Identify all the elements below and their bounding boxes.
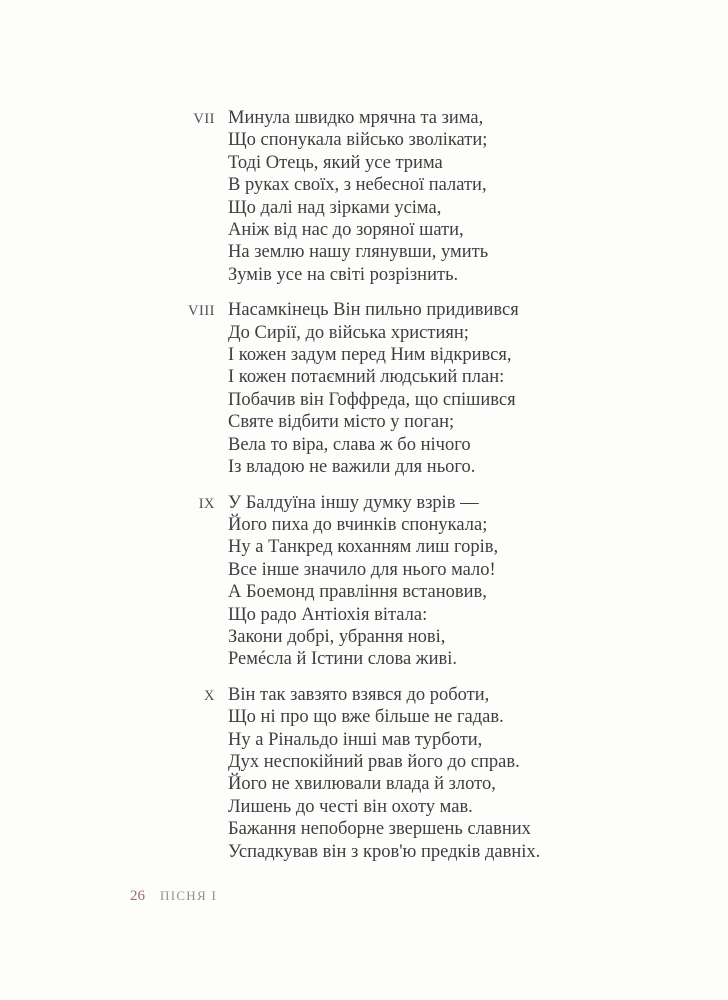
- stanza-list: [0, 107, 728, 863]
- verse-line: Святе відбити місто у поган;: [228, 412, 455, 433]
- verse-line: Що ні про що вже більше не гадав.: [228, 707, 504, 728]
- verse-line: Вела то віра, слава ж бо нічого: [228, 434, 471, 455]
- verse-line: Ну а Рінальдо інші мав турботи,: [228, 729, 483, 750]
- stanza: [0, 492, 728, 671]
- verse-line: Тоді Отець, який усе трима: [228, 152, 443, 173]
- verse-line: І кожен потаємний людський план:: [228, 367, 505, 388]
- stanza-lines: [228, 492, 498, 671]
- running-title: ПІСНЯ I: [160, 888, 218, 903]
- stanza: [0, 299, 728, 478]
- page-footer: [130, 888, 217, 905]
- stanza: [0, 684, 728, 863]
- verse-line: Ремéсла й Істини слова живі.: [228, 649, 457, 670]
- verse-line: В руках своїх, з небесної палати,: [228, 175, 487, 196]
- verse-line: І кожен задум перед Ним відкрився,: [228, 345, 512, 366]
- stanza-numeral: VII: [193, 111, 215, 127]
- verse-line: Що спонукала військо зволікати;: [228, 130, 488, 151]
- verse-line: Успадкував він з кров'ю предків давніх.: [228, 841, 541, 862]
- verse-line: Що далі над зірками усіма,: [228, 197, 442, 218]
- verse-line: Минула швидко мрячна та зима,: [228, 108, 484, 128]
- verse-line: Ну а Танкред коханням лиш горів,: [228, 537, 499, 558]
- stanza-lines: [228, 299, 519, 478]
- poem-content: [0, 107, 728, 876]
- verse-line: Закони добрі, убрання нові,: [228, 626, 446, 647]
- verse-line: Бажання непоборне звершень славних: [228, 819, 531, 840]
- page-number: 26: [130, 888, 145, 904]
- verse-line: Його не хвилювали влада й злото,: [228, 774, 496, 795]
- stanza-lines: [228, 684, 540, 863]
- verse-line: Що радо Антіохія вітала:: [228, 604, 428, 625]
- verse-line: Він так завзято взявся до роботи,: [228, 684, 490, 705]
- verse-line: Дух неспокійний рвав його до справ.: [228, 751, 520, 772]
- stanza-numeral: IX: [198, 495, 215, 512]
- verse-line: Аніж від нас до зоряної шати,: [228, 220, 464, 241]
- verse-line: Його пиха до вчинків спонукала;: [228, 514, 488, 535]
- verse-line: У Балдуїна іншу думку взрів —: [228, 492, 479, 513]
- verse-line: Зумів усе на світі розрізнить.: [228, 264, 459, 285]
- stanza-lines: [228, 107, 488, 286]
- verse-line: До Сирії, до війська християн;: [228, 322, 469, 343]
- verse-line: На землю нашу глянувши, умить: [228, 242, 489, 263]
- verse-line: Насамкінець Він пильно придивився: [228, 300, 519, 321]
- stanza-numeral: VIII: [188, 303, 215, 320]
- verse-line: Побачив він Гоффреда, що спішився: [228, 389, 516, 410]
- verse-line: Лишень до честі він охоту мав.: [228, 796, 473, 817]
- stanza: [0, 107, 728, 286]
- verse-line: Все інше значило для нього мало!: [228, 559, 496, 580]
- verse-line: Із владою не важили для нього.: [228, 457, 476, 478]
- stanza-numeral: X: [204, 687, 215, 704]
- verse-line: А Боемонд правління встановив,: [228, 582, 487, 603]
